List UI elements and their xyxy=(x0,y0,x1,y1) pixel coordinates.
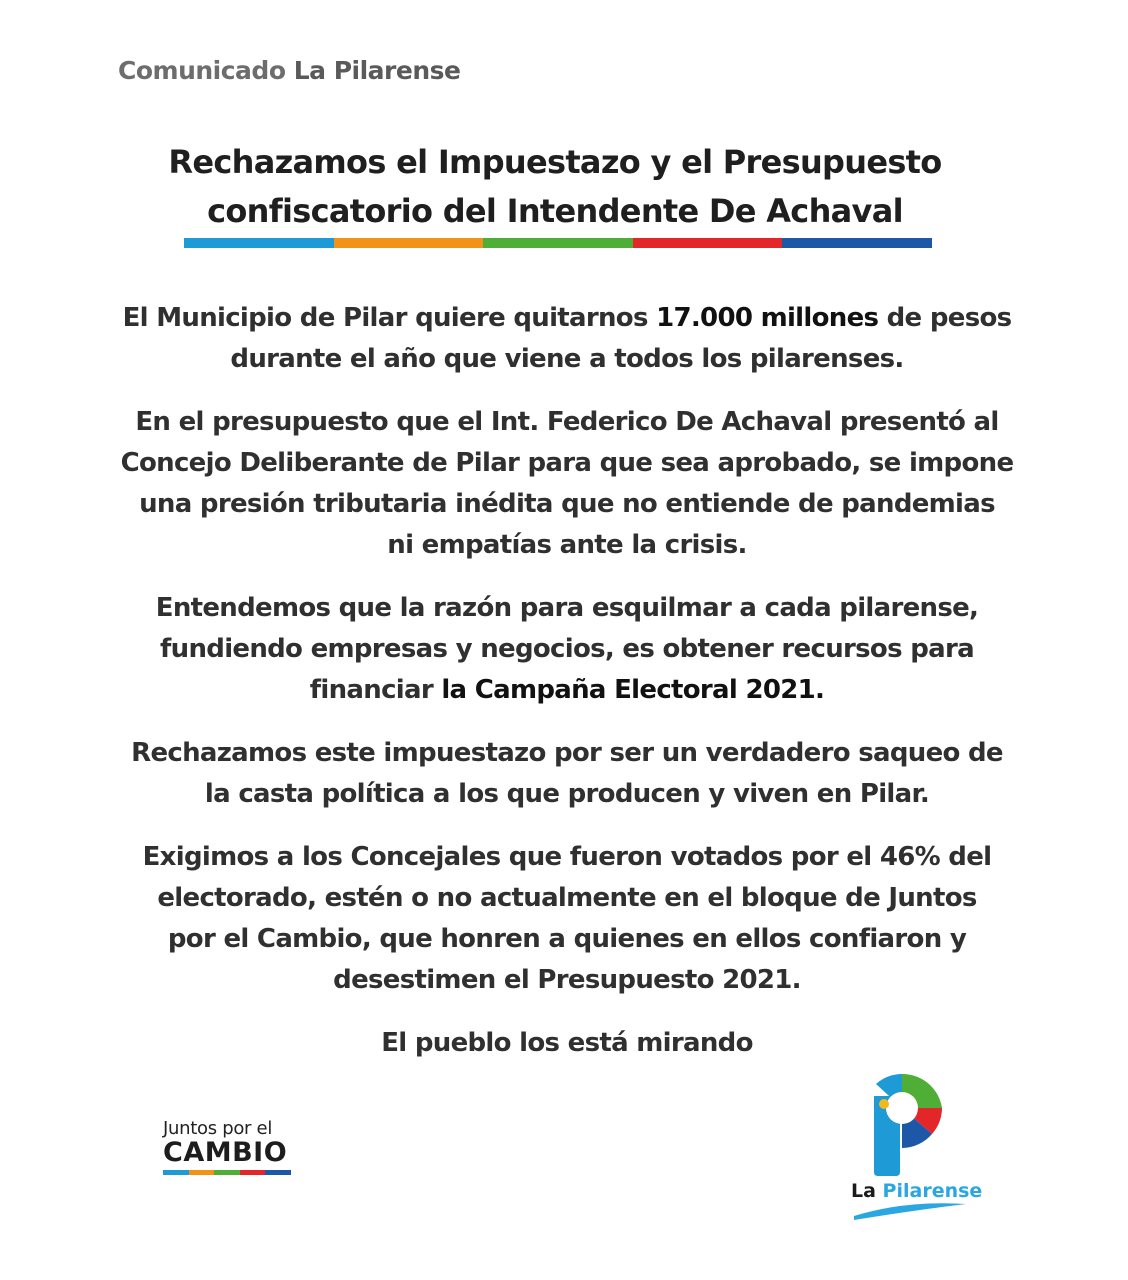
paragraph-5 xyxy=(0,837,1128,1001)
p1-text-a: El Municipio de Pilar quiere quitarnos xyxy=(122,303,657,333)
p3-highlight: la Campaña Electoral 2021. xyxy=(441,675,825,705)
p5-line-4: desestimen el Presupuesto 2021. xyxy=(333,965,801,995)
jxc-logo-line-1: Juntos por el xyxy=(163,1118,273,1139)
p1-text-c: de pesos xyxy=(878,303,1012,333)
title-line-2: confiscatorio del Intendente De Achaval xyxy=(207,192,903,230)
p2-line-3: una presión tributaria inédita que no entiende de pandemias xyxy=(139,489,995,519)
color-segment-orange xyxy=(334,238,484,248)
p5-line-2: electorado, estén o no actualmente en el bloque de Juntos xyxy=(157,883,977,913)
title-color-bar xyxy=(184,238,932,248)
paragraph-4 xyxy=(0,733,1128,815)
p3-line-1: Entendemos que la razón para esquilmar a cada pilarense, xyxy=(155,593,979,623)
p4-line-1: Rechazamos este impuestazo por ser un verdadero saqueo de xyxy=(131,738,1003,768)
p4-line-2: la casta política a los que producen y viven en Pilar. xyxy=(204,779,930,809)
header-brand: La Pilarense xyxy=(293,56,461,85)
lp-word-1: La xyxy=(851,1180,883,1202)
color-segment-red xyxy=(633,238,783,248)
lp-word-2: Pilarense xyxy=(882,1180,983,1202)
closing-line xyxy=(0,1023,1128,1064)
color-segment-navy xyxy=(782,238,932,248)
p2-line-1: En el presupuesto que el Int. Federico De Achaval presentó al xyxy=(135,407,999,437)
la-pilarense-logo-text xyxy=(851,1180,982,1202)
header-prefix: Comunicado xyxy=(118,56,286,85)
jxc-color-bar xyxy=(163,1170,291,1175)
jxc-logo-line-2: CAMBIO xyxy=(163,1137,288,1168)
p5-line-3: por el Cambio, que honren a quienes en ellos confiaron y xyxy=(167,924,967,954)
statement-body xyxy=(0,298,1128,1086)
p1-highlight: 17.000 millones xyxy=(656,303,879,333)
p2-line-4: ni empatías ante la crisis. xyxy=(387,530,747,560)
color-segment-green xyxy=(483,238,633,248)
p2-line-2: Concejo Deliberante de Pilar para que sea aprobado, se impone xyxy=(120,448,1014,478)
juntos-por-el-cambio-logo xyxy=(163,1118,293,1175)
title-line-1: Rechazamos el Impuestazo y el Presupuesto xyxy=(168,143,942,181)
paragraph-2 xyxy=(0,402,1128,566)
p5-line-1: Exigimos a los Concejales que fueron votados por el 46% del xyxy=(142,842,992,872)
p1-line-2: durante el año que viene a todos los pilarenses. xyxy=(230,344,904,374)
p3-text-a: financiar xyxy=(309,675,442,705)
la-pilarense-logo-icon xyxy=(846,1068,976,1228)
paragraph-3 xyxy=(0,588,1128,711)
closing-text: El pueblo los está mirando xyxy=(381,1028,753,1058)
paragraph-1 xyxy=(0,298,1128,380)
header-label xyxy=(118,56,460,85)
page-title xyxy=(0,138,1110,236)
p3-line-2: fundiendo empresas y negocios, es obtener recursos para xyxy=(160,634,974,664)
color-segment-blue xyxy=(184,238,334,248)
